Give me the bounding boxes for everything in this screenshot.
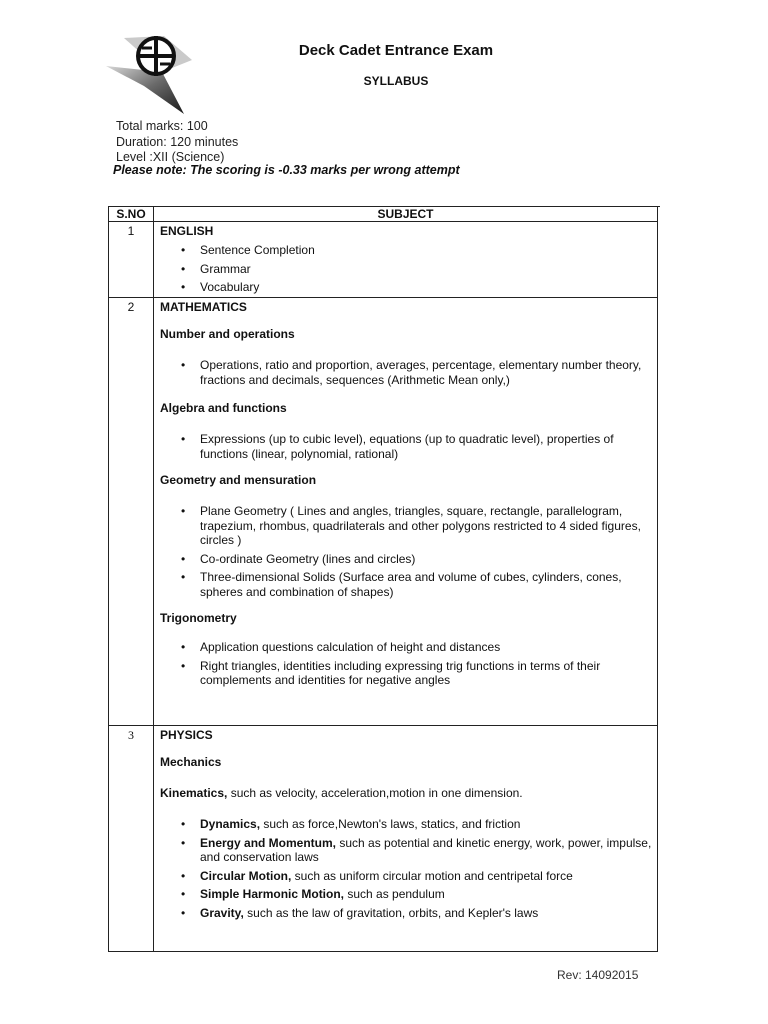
list-item: • Sentence Completion — [181, 243, 315, 257]
list-item: • Vocabulary — [181, 280, 260, 294]
topic-list — [160, 504, 657, 599]
revision-number: Rev: 14092015 — [557, 968, 639, 982]
exam-meta — [116, 119, 238, 166]
syllabus-table — [108, 206, 658, 952]
row-sno: 1 — [109, 222, 154, 298]
list-item: • Dynamics, such as force,Newton's laws, statics, and friction — [181, 817, 521, 831]
list-item: • Right triangles, identities including expressing trig functions in terms of their complements and identities for negative angles — [181, 658, 601, 687]
row-sno: 2 — [109, 298, 154, 726]
list-item: • Co-ordinate Geometry (lines and circles) — [181, 551, 416, 566]
list-item: • Circular Motion, such as uniform circular motion and centripetal force — [181, 868, 573, 883]
subject-title: MATHEMATICS — [160, 300, 247, 314]
section-heading: Mechanics — [160, 755, 222, 769]
topic-list — [160, 640, 657, 688]
subject-title: ENGLISH — [160, 224, 214, 238]
topic-list — [160, 243, 657, 295]
topic-list — [160, 817, 657, 920]
col-sno-header: S.NO — [109, 207, 154, 222]
list-item: • Expressions (up to cubic level), equations (up to quadratic level), properties of functions (linear, polynomial, rational) — [181, 432, 614, 461]
list-item: • Gravity, such as the law of gravitation, orbits, and Kepler's laws — [181, 905, 539, 920]
level: Level :XII (Science) — [116, 150, 225, 164]
duration: Duration: 120 minutes — [116, 134, 239, 149]
table-row — [109, 726, 658, 952]
section-heading: Number and operations — [160, 327, 295, 341]
col-subject-header: SUBJECT — [154, 207, 658, 222]
list-item: • Application questions calculation of height and distances — [181, 640, 501, 654]
document-subtitle: SYLLABUS — [363, 74, 429, 88]
list-item: • Plane Geometry ( Lines and angles, triangles, square, rectangle, parallelogram, trapezium, rhombus, quadrilaterals and other polygons restricted to 4 sided figures, circles ) — [181, 504, 641, 547]
subject-title: PHYSICS — [160, 728, 213, 742]
total-marks: Total marks: 100 — [116, 119, 208, 133]
table-row — [109, 222, 658, 298]
list-item: • Operations, ratio and proportion, averages, percentage, elementary number theory, fractions and decimals, sequences (Arithmetic Mean only,) — [181, 358, 642, 387]
kinematics-line: Kinematics, such as velocity, acceleration,motion in one dimension. — [160, 786, 523, 800]
row-subject — [154, 222, 658, 298]
row-subject — [154, 298, 658, 726]
table-header-row — [109, 207, 658, 222]
list-item: • Simple Harmonic Motion, such as pendulum — [181, 887, 445, 901]
section-heading: Algebra and functions — [160, 401, 287, 415]
section-heading: Geometry and mensuration — [160, 473, 317, 487]
row-subject — [154, 726, 658, 952]
list-item: • Energy and Momentum, such as potential and kinetic energy, work, power, impulse, and conservation laws — [181, 835, 652, 864]
row-sno: 3 — [109, 726, 154, 952]
table-row — [109, 298, 658, 726]
scoring-note: Please note: The scoring is -0.33 marks per wrong attempt — [113, 163, 460, 177]
topic-list — [160, 358, 657, 387]
list-item: • Three-dimensional Solids (Surface area and volume of cubes, cylinders, cones, spheres and combination of shapes) — [181, 570, 622, 599]
list-item: • Grammar — [181, 261, 251, 276]
section-heading: Trigonometry — [160, 611, 237, 625]
topic-list — [160, 432, 657, 461]
document-title: Deck Cadet Entrance Exam — [298, 42, 494, 59]
